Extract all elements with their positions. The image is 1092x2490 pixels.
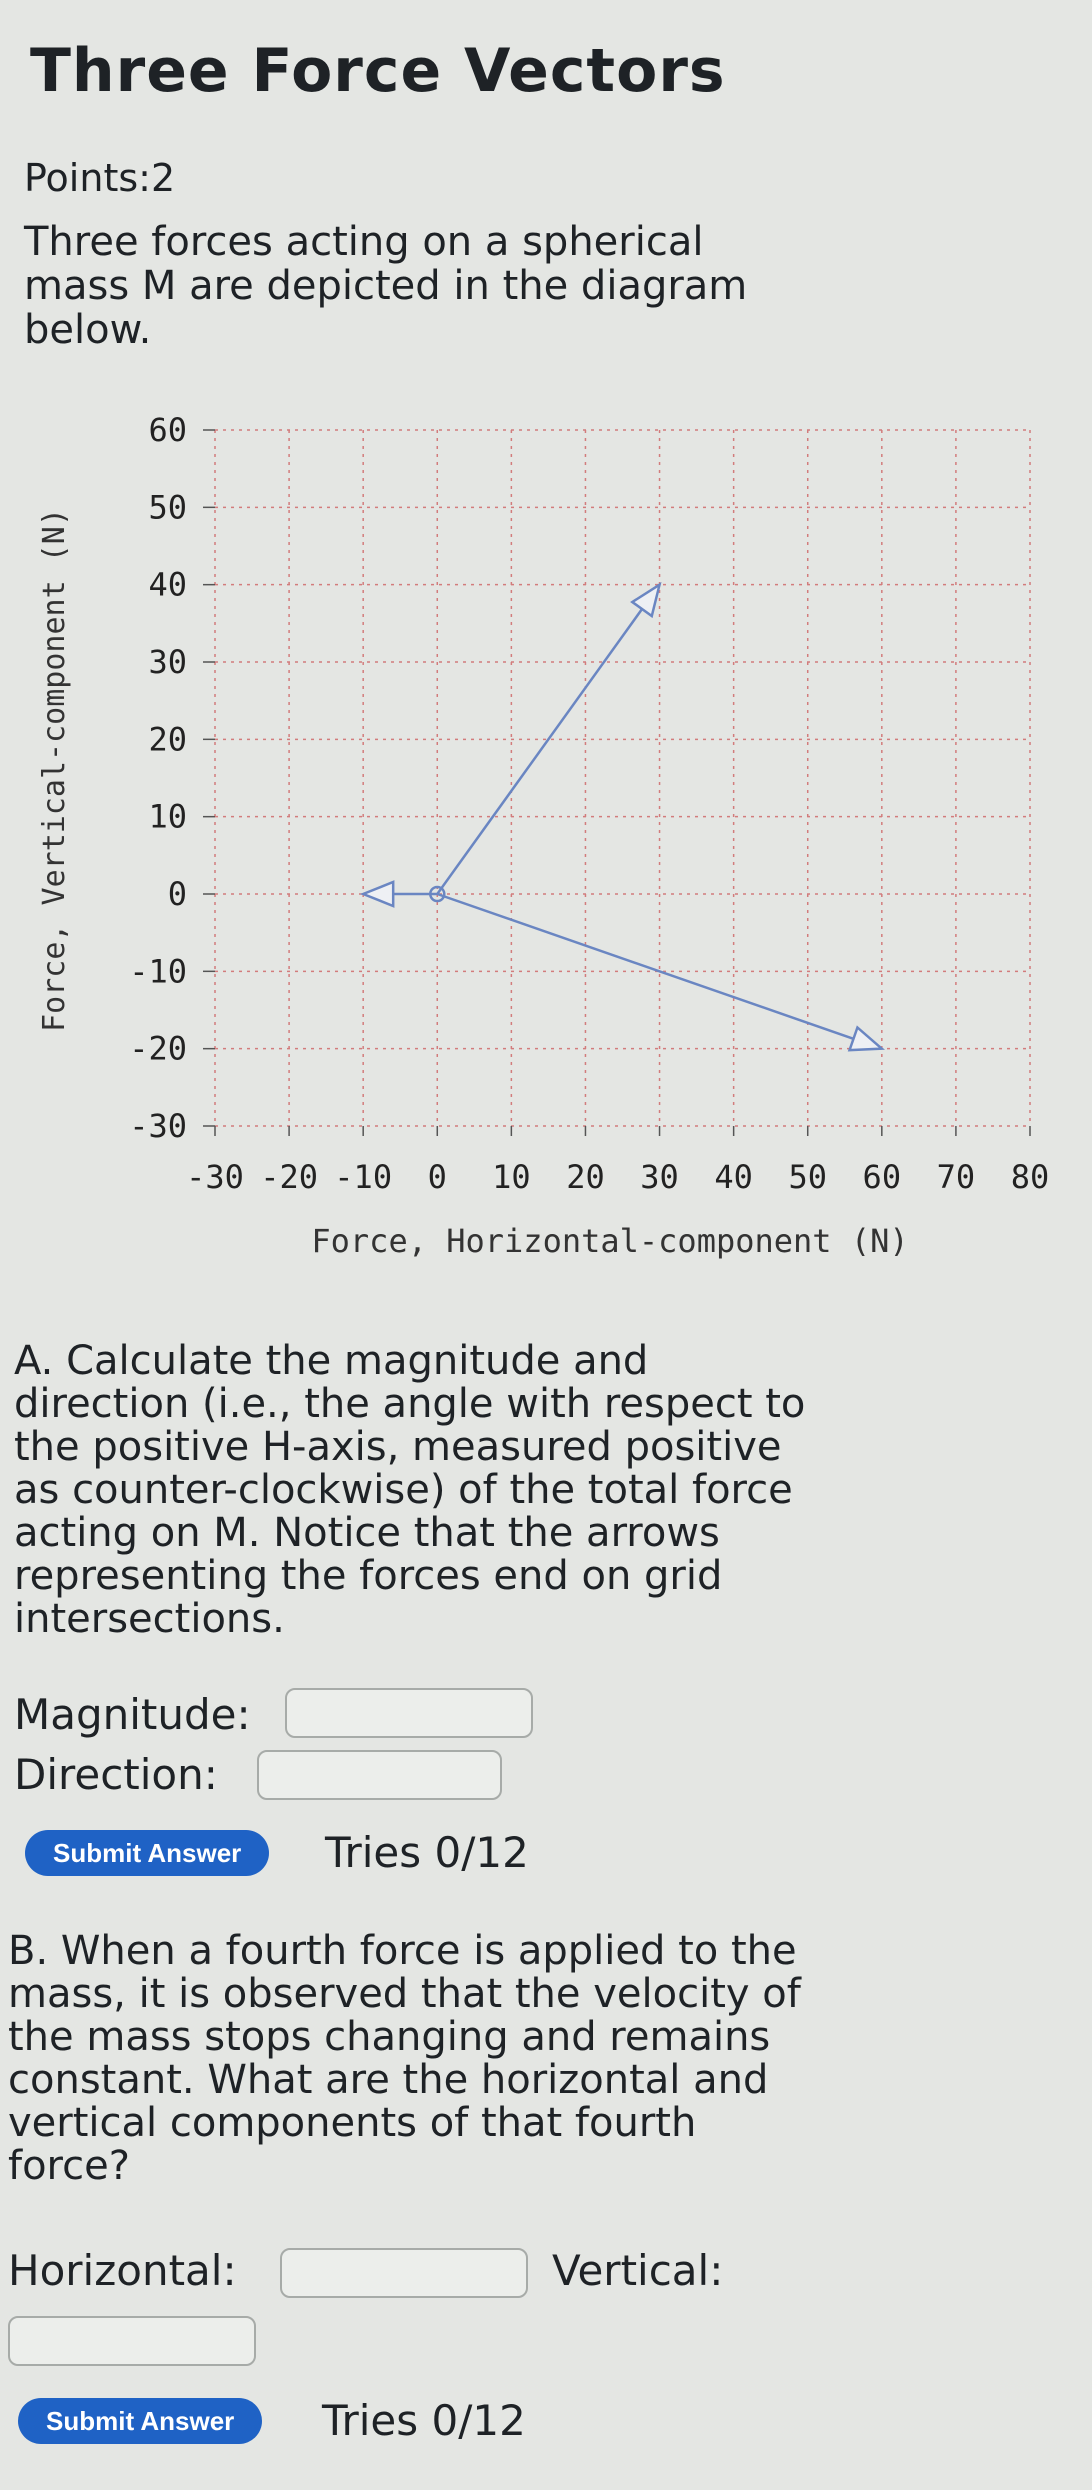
y-tick-label: -10 <box>129 952 187 991</box>
x-tick-label: 40 <box>714 1158 753 1196</box>
chart-y-axis-label: Force, Vertical-component (N) <box>37 508 72 1032</box>
x-tick-label: -10 <box>334 1158 393 1196</box>
chart-x-axis-label: Force, Horizontal-component (N) <box>311 1222 909 1260</box>
force-vector-arrowhead <box>363 882 393 906</box>
question-a-text: A. Calculate the magnitude and direction (i.e., the angle with respect to the positive H-axis, measured positive as counter-clockwise) of the total force acting on M. Notice that the arrows representing the forces end on grid intersections. <box>14 1338 806 1642</box>
tries-b: Tries 0/12 <box>322 2396 526 2445</box>
submit-answer-a-button[interactable]: Submit Answer <box>25 1830 269 1876</box>
force-vector-line <box>437 585 659 894</box>
magnitude-input[interactable] <box>285 1688 533 1738</box>
vertical-label: Vertical: <box>552 2246 724 2295</box>
force-vector-arrowhead <box>850 1027 882 1050</box>
x-tick-label: 10 <box>492 1158 531 1196</box>
x-tick-label: -20 <box>260 1158 318 1196</box>
y-tick-label: 60 <box>148 411 187 449</box>
horizontal-input[interactable] <box>280 2248 528 2298</box>
x-tick-label: -30 <box>186 1158 244 1196</box>
horizontal-label: Horizontal: <box>8 2246 237 2295</box>
force-vector-chart <box>20 390 1060 1290</box>
vertical-input[interactable] <box>8 2316 256 2366</box>
direction-input[interactable] <box>257 1750 502 1800</box>
problem-intro: Three forces acting on a spherical mass M are depicted in the diagram below. <box>24 219 748 353</box>
force-vector-arrowhead <box>632 585 659 616</box>
y-tick-label: 30 <box>148 643 187 681</box>
magnitude-label: Magnitude: <box>14 1690 251 1739</box>
y-tick-label: 40 <box>148 565 187 604</box>
x-tick-label: 80 <box>1010 1158 1050 1196</box>
direction-label: Direction: <box>14 1750 218 1799</box>
y-tick-label: -30 <box>129 1107 187 1145</box>
x-tick-label: 20 <box>566 1158 605 1196</box>
question-b-text: B. When a fourth force is applied to the mass, it is observed that the velocity of the mass stops changing and remains constant. What are the horizontal and vertical components of that fourth force? <box>8 1928 801 2189</box>
x-tick-label: 0 <box>427 1158 447 1196</box>
y-tick-label: 10 <box>148 797 187 836</box>
tries-a: Tries 0/12 <box>325 1828 529 1877</box>
y-tick-label: 0 <box>167 875 187 913</box>
y-tick-label: 50 <box>148 488 187 527</box>
x-tick-label: 50 <box>788 1158 827 1196</box>
page-title: Three Force Vectors <box>30 36 726 106</box>
y-tick-label: -20 <box>129 1029 187 1068</box>
y-tick-label: 20 <box>148 720 187 759</box>
x-tick-label: 60 <box>862 1158 902 1196</box>
points-label: Points:2 <box>24 156 176 200</box>
x-tick-label: 30 <box>640 1158 679 1196</box>
chart-grid <box>215 430 1030 1126</box>
submit-answer-b-button[interactable]: Submit Answer <box>18 2398 262 2444</box>
x-tick-label: 70 <box>936 1158 976 1196</box>
chart-ticks <box>129 411 1049 1196</box>
